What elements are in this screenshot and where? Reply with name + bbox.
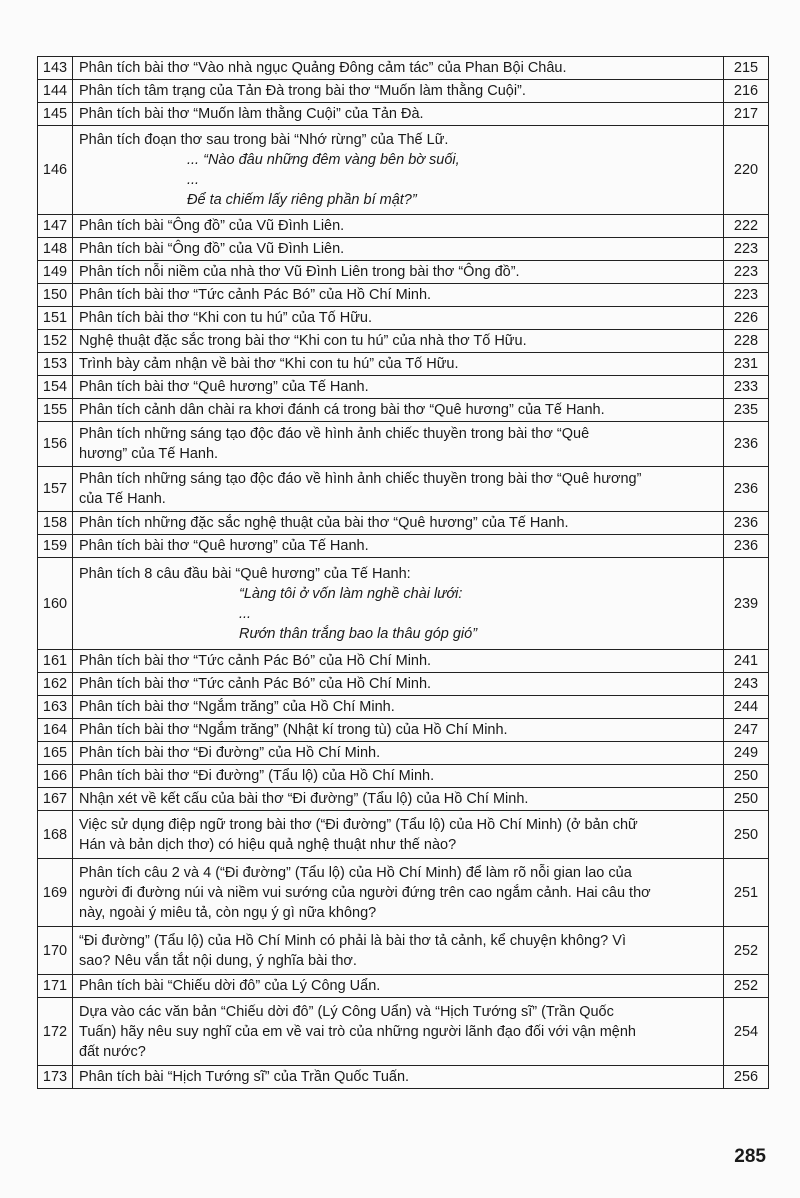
entry-page: 220 bbox=[724, 126, 769, 215]
table-row bbox=[38, 927, 769, 975]
entry-title: Phân tích bài thơ “Quê hương” của Tế Hanh. bbox=[73, 535, 724, 558]
page-number: 285 bbox=[734, 1146, 766, 1167]
table-row bbox=[38, 103, 769, 126]
entry-title: Phân tích bài “Ông đồ” của Vũ Đình Liên. bbox=[73, 238, 724, 261]
table-row bbox=[38, 719, 769, 742]
entry-number: 145 bbox=[38, 103, 73, 126]
entry-number: 144 bbox=[38, 80, 73, 103]
entry-number: 167 bbox=[38, 788, 73, 811]
table-row bbox=[38, 975, 769, 998]
entry-number: 158 bbox=[38, 512, 73, 535]
table-row bbox=[38, 215, 769, 238]
entry-number: 150 bbox=[38, 284, 73, 307]
entry-page: 217 bbox=[724, 103, 769, 126]
entry-number: 152 bbox=[38, 330, 73, 353]
entry-number: 173 bbox=[38, 1066, 73, 1089]
entry-title: Phân tích bài “Chiếu dời đô” của Lý Công Uẩn. bbox=[73, 975, 724, 998]
table-row bbox=[38, 696, 769, 719]
entry-title: Phân tích những sáng tạo độc đáo về hình ảnh chiếc thuyền trong bài thơ “Quê hương” của Tế Hanh. bbox=[73, 467, 724, 512]
entry-number: 166 bbox=[38, 765, 73, 788]
entry-page: 233 bbox=[724, 376, 769, 399]
entry-title: Phân tích bài thơ “Khi con tu hú” của Tố Hữu. bbox=[73, 307, 724, 330]
entry-page: 241 bbox=[724, 650, 769, 673]
entry-page: 236 bbox=[724, 535, 769, 558]
entry-title: Phân tích bài thơ “Đi đường” của Hồ Chí Minh. bbox=[73, 742, 724, 765]
entry-page: 215 bbox=[724, 57, 769, 80]
table-row bbox=[38, 765, 769, 788]
entry-number: 169 bbox=[38, 859, 73, 927]
table-row bbox=[38, 399, 769, 422]
entry-page: 236 bbox=[724, 467, 769, 512]
table-row bbox=[38, 742, 769, 765]
table-row bbox=[38, 512, 769, 535]
entry-title: Phân tích 8 câu đầu bài “Quê hương” của Tế Hanh: “Làng tôi ở vốn làm nghề chài lưới: ... Rướn thân trắng bao la thâu góp gió” bbox=[73, 558, 724, 650]
entry-page: 223 bbox=[724, 261, 769, 284]
entry-page: 235 bbox=[724, 399, 769, 422]
entry-title: Nghệ thuật đặc sắc trong bài thơ “Khi con tu hú” của nhà thơ Tố Hữu. bbox=[73, 330, 724, 353]
entry-page: 254 bbox=[724, 998, 769, 1066]
entry-number: 161 bbox=[38, 650, 73, 673]
entry-number: 171 bbox=[38, 975, 73, 998]
entry-title: Phân tích đoạn thơ sau trong bài “Nhớ rừng” của Thế Lữ. ... “Nào đâu những đêm vàng bên bờ suối, ... Để ta chiếm lấy riêng phần bí mật?” bbox=[73, 126, 724, 215]
entry-number: 160 bbox=[38, 558, 73, 650]
entry-page: 228 bbox=[724, 330, 769, 353]
entry-title: Phân tích những đặc sắc nghệ thuật của bài thơ “Quê hương” của Tế Hanh. bbox=[73, 512, 724, 535]
entry-number: 164 bbox=[38, 719, 73, 742]
entry-title: Việc sử dụng điệp ngữ trong bài thơ (“Đi đường” (Tẩu lộ) của Hồ Chí Minh) (ở bản chữ Hán và bản dịch thơ) có hiệu quả nghệ thuật như thế nào? bbox=[73, 811, 724, 859]
entry-number: 165 bbox=[38, 742, 73, 765]
entry-number: 148 bbox=[38, 238, 73, 261]
entry-title: Phân tích bài “Ông đồ” của Vũ Đình Liên. bbox=[73, 215, 724, 238]
entry-page: 252 bbox=[724, 927, 769, 975]
table-row bbox=[38, 788, 769, 811]
entry-title: Phân tích bài thơ “Ngắm trăng” (Nhật kí trong tù) của Hồ Chí Minh. bbox=[73, 719, 724, 742]
entry-number: 153 bbox=[38, 353, 73, 376]
entry-title: Phân tích câu 2 và 4 (“Đi đường” (Tẩu lộ) của Hồ Chí Minh) để làm rõ nỗi gian lao của người đi đường núi và niềm vui sướng của người đứng trên cao ngắm cảnh. Hai câu thơ này, ngoài ý miêu tả, còn ngụ ý gì nữa không? bbox=[73, 859, 724, 927]
entry-title: Phân tích bài thơ “Quê hương” của Tế Hanh. bbox=[73, 376, 724, 399]
entry-title: Dựa vào các văn bản “Chiếu dời đô” (Lý Công Uẩn) và “Hịch Tướng sĩ” (Trần Quốc Tuấn) hãy nêu suy nghĩ của em về vai trò của những người lãnh đạo đối với vận mệnh đất nước? bbox=[73, 998, 724, 1066]
entry-page: 236 bbox=[724, 512, 769, 535]
entry-number: 172 bbox=[38, 998, 73, 1066]
entry-number: 146 bbox=[38, 126, 73, 215]
table-row bbox=[38, 80, 769, 103]
entry-title: Phân tích bài thơ “Đi đường” (Tẩu lộ) của Hồ Chí Minh. bbox=[73, 765, 724, 788]
entry-number: 154 bbox=[38, 376, 73, 399]
entry-number: 170 bbox=[38, 927, 73, 975]
entry-page: 223 bbox=[724, 284, 769, 307]
entry-number: 155 bbox=[38, 399, 73, 422]
entry-number: 149 bbox=[38, 261, 73, 284]
table-row bbox=[38, 811, 769, 859]
entry-title: Phân tích tâm trạng của Tản Đà trong bài thơ “Muốn làm thằng Cuội”. bbox=[73, 80, 724, 103]
entry-page: 247 bbox=[724, 719, 769, 742]
entry-title: Phân tích bài thơ “Tức cảnh Pác Bó” của Hồ Chí Minh. bbox=[73, 650, 724, 673]
entry-page: 222 bbox=[724, 215, 769, 238]
table-row bbox=[38, 422, 769, 467]
table-row bbox=[38, 673, 769, 696]
table-row bbox=[38, 238, 769, 261]
entry-page: 226 bbox=[724, 307, 769, 330]
entry-page: 223 bbox=[724, 238, 769, 261]
entry-number: 168 bbox=[38, 811, 73, 859]
entry-title: Phân tích bài “Hịch Tướng sĩ” của Trần Quốc Tuấn. bbox=[73, 1066, 724, 1089]
entry-page: 231 bbox=[724, 353, 769, 376]
entry-page: 243 bbox=[724, 673, 769, 696]
entry-page: 239 bbox=[724, 558, 769, 650]
table-row bbox=[38, 330, 769, 353]
entry-page: 250 bbox=[724, 765, 769, 788]
table-row bbox=[38, 859, 769, 927]
table-row bbox=[38, 1066, 769, 1089]
entry-number: 163 bbox=[38, 696, 73, 719]
table-row bbox=[38, 376, 769, 399]
entry-page: 252 bbox=[724, 975, 769, 998]
entry-title: “Đi đường” (Tẩu lộ) của Hồ Chí Minh có phải là bài thơ tả cảnh, kể chuyện không? Vì sao? Nêu vắn tắt nội dung, ý nghĩa bài thơ. bbox=[73, 927, 724, 975]
table-row bbox=[38, 284, 769, 307]
entry-page: 256 bbox=[724, 1066, 769, 1089]
entry-title: Trình bày cảm nhận về bài thơ “Khi con tu hú” của Tố Hữu. bbox=[73, 353, 724, 376]
toc-table bbox=[37, 56, 769, 1089]
entry-page: 249 bbox=[724, 742, 769, 765]
entry-number: 156 bbox=[38, 422, 73, 467]
entry-number: 162 bbox=[38, 673, 73, 696]
entry-number: 157 bbox=[38, 467, 73, 512]
entry-title: Phân tích bài thơ “Tức cảnh Pác Bó” của Hồ Chí Minh. bbox=[73, 673, 724, 696]
entry-page: 250 bbox=[724, 788, 769, 811]
table-row bbox=[38, 261, 769, 284]
entry-page: 216 bbox=[724, 80, 769, 103]
table-row bbox=[38, 307, 769, 330]
entry-title: Phân tích bài thơ “Tức cảnh Pác Bó” của Hồ Chí Minh. bbox=[73, 284, 724, 307]
table-row bbox=[38, 353, 769, 376]
entry-page: 236 bbox=[724, 422, 769, 467]
entry-title: Phân tích bài thơ “Ngắm trăng” của Hồ Chí Minh. bbox=[73, 696, 724, 719]
entry-title: Phân tích cảnh dân chài ra khơi đánh cá trong bài thơ “Quê hương” của Tế Hanh. bbox=[73, 399, 724, 422]
entry-title: Nhận xét về kết cấu của bài thơ “Đi đường” (Tẩu lộ) của Hồ Chí Minh. bbox=[73, 788, 724, 811]
table-row bbox=[38, 998, 769, 1066]
entry-page: 251 bbox=[724, 859, 769, 927]
table-row bbox=[38, 650, 769, 673]
entry-number: 151 bbox=[38, 307, 73, 330]
table-row bbox=[38, 535, 769, 558]
entry-title: Phân tích nỗi niềm của nhà thơ Vũ Đình Liên trong bài thơ “Ông đồ”. bbox=[73, 261, 724, 284]
table-row bbox=[38, 126, 769, 215]
table-row bbox=[38, 467, 769, 512]
entry-page: 250 bbox=[724, 811, 769, 859]
entry-number: 159 bbox=[38, 535, 73, 558]
table-row bbox=[38, 558, 769, 650]
entry-title: Phân tích bài thơ “Muốn làm thằng Cuội” của Tản Đà. bbox=[73, 103, 724, 126]
entry-page: 244 bbox=[724, 696, 769, 719]
entry-number: 143 bbox=[38, 57, 73, 80]
table-row bbox=[38, 57, 769, 80]
entry-title: Phân tích bài thơ “Vào nhà ngục Quảng Đông cảm tác” của Phan Bội Châu. bbox=[73, 57, 724, 80]
entry-number: 147 bbox=[38, 215, 73, 238]
entry-title: Phân tích những sáng tạo độc đáo về hình ảnh chiếc thuyền trong bài thơ “Quê hương” của Tế Hanh. bbox=[73, 422, 724, 467]
